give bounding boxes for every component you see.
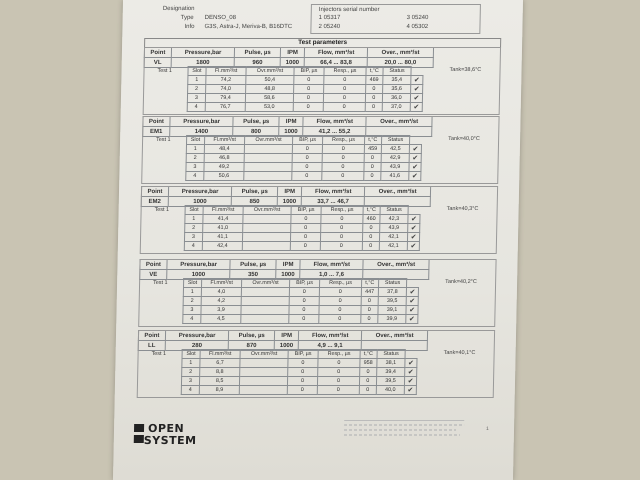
sub-header: Slot: [184, 279, 202, 288]
cell: 0: [321, 215, 362, 224]
designation-label: Designation: [162, 6, 195, 12]
param-flow: 4,9 ... 9,1: [298, 341, 361, 351]
cell: 4: [184, 242, 202, 251]
col-header-over: Over., mm³/st: [366, 117, 432, 127]
cell: 0: [324, 76, 365, 85]
cell: 0: [360, 315, 378, 324]
cell: 42,1: [379, 233, 407, 242]
sub-header: t,°C: [366, 67, 384, 76]
type-label: Type: [180, 15, 194, 21]
param-pressure: 1000: [167, 270, 231, 280]
cell: 2: [186, 154, 204, 163]
cell: 39,9: [378, 315, 406, 324]
sub-header: Fl.mm³/st: [203, 206, 244, 215]
col-header-flow: Flow, mm³/st: [302, 187, 365, 197]
col-header-pulse: Pulse, µs: [232, 187, 278, 197]
cell: 42,5: [381, 145, 409, 154]
cell: 36,0: [382, 94, 410, 103]
cell: 0: [318, 359, 359, 368]
cell: 0: [319, 297, 360, 306]
col-header-ipm: IPM: [274, 331, 298, 341]
status-check-icon: ✔: [410, 234, 417, 241]
sub-header: Fl.mm³/st: [201, 279, 242, 288]
cell: 43,9: [380, 224, 408, 233]
cell: 0: [359, 377, 377, 386]
param-pressure: 1800: [171, 58, 235, 68]
cell: 74,0: [205, 85, 246, 94]
sub-header: BIP, µs: [288, 350, 319, 359]
cell: 0: [287, 359, 318, 368]
tank-temperature: Tank=40,3°C: [446, 206, 479, 212]
cell: 0: [292, 145, 323, 154]
cell: 50,6: [204, 172, 245, 181]
cell: 0: [361, 306, 379, 315]
cell: 42,9: [381, 154, 409, 163]
cell: 0: [290, 224, 321, 233]
cell: 0: [323, 145, 364, 154]
page-number: 1: [485, 426, 489, 432]
cell: 49,2: [204, 163, 245, 172]
col-header-flow: Flow, mm³/st: [303, 117, 366, 127]
cell: 0: [322, 172, 363, 181]
serial-title: Injectors serial number: [318, 7, 380, 13]
test-label: Test 1: [153, 280, 168, 286]
param-point: VE: [140, 270, 167, 280]
cell: 0: [363, 163, 381, 172]
sub-header: BIP, µs: [289, 279, 320, 288]
sub-header: Status: [383, 67, 411, 76]
param-pressure: 1000: [168, 197, 232, 207]
col-header-flow: Flow, mm³/st: [305, 48, 368, 58]
cell: 0: [291, 163, 322, 172]
col-header-ipm: IPM: [279, 117, 303, 127]
cell: 8,8: [199, 368, 240, 377]
cell: 39,5: [378, 297, 406, 306]
cell: 0: [362, 224, 380, 233]
col-header-pulse: Pulse, µs: [233, 117, 279, 127]
cell: 48,4: [204, 145, 245, 154]
cell: 0: [287, 377, 318, 386]
cell: 0: [365, 103, 383, 112]
section-frame: [137, 330, 495, 398]
cell: 35,4: [383, 76, 411, 85]
cell: 35,6: [382, 85, 410, 94]
sub-header: Ovr.mm³/st: [240, 350, 287, 359]
cell: 0: [292, 154, 323, 163]
status-check-icon: ✔: [412, 164, 419, 171]
cell: 41,4: [203, 215, 244, 224]
col-header-ipm: IPM: [276, 260, 300, 270]
sub-header: Slot: [182, 350, 200, 359]
cell: 0: [362, 242, 380, 251]
cell: 0: [289, 306, 320, 315]
cell: 8,5: [199, 377, 240, 386]
open-system-logo: [132, 420, 223, 450]
section-frame: [143, 47, 501, 115]
cell: 0: [291, 172, 322, 181]
cell: 2: [183, 297, 201, 306]
sub-header: Resp., µs: [324, 67, 365, 76]
cell: 37,8: [378, 288, 406, 297]
col-header-over: Over., mm³/st: [363, 260, 429, 270]
col-header-point: Point: [138, 331, 165, 341]
sub-header: t,°C: [364, 136, 382, 145]
cell: 0: [365, 85, 383, 94]
test-params-title: Test parameters: [144, 38, 501, 48]
param-pressure: 1400: [170, 127, 234, 137]
cell: 0: [293, 76, 324, 85]
cell: 0: [293, 94, 324, 103]
sub-header: Slot: [185, 206, 203, 215]
sub-header: Ovr.mm³/st: [243, 206, 290, 215]
col-header-over: Over., mm³/st: [365, 187, 431, 197]
cell: 0: [365, 94, 383, 103]
tank-temperature: Tank=40,0°C: [448, 136, 480, 142]
info-label: Info: [184, 24, 195, 30]
cell: 43,9: [381, 163, 409, 172]
cell: 0: [363, 172, 381, 181]
status-check-icon: ✔: [407, 378, 414, 385]
sub-header: Status: [378, 279, 406, 288]
cell: 0: [318, 386, 359, 395]
param-ipm: 1000: [276, 270, 300, 280]
sub-header: Fl.mm³/st: [206, 67, 247, 76]
cell: 53,0: [246, 103, 293, 112]
sub-header: Status: [381, 136, 409, 145]
param-flow: 41,2 ... 55,2: [303, 127, 366, 137]
param-flow: 33,7 ... 46,7: [301, 197, 364, 207]
cell: 4,2: [201, 297, 242, 306]
status-check-icon: ✔: [410, 225, 417, 232]
param-pulse: 800: [233, 127, 279, 137]
col-header-point: Point: [141, 187, 168, 197]
cell: 0: [362, 233, 380, 242]
cell: 0: [289, 288, 320, 297]
footer-fineprint-2: [344, 429, 456, 431]
serial-v-2: 05240: [323, 24, 341, 30]
cell: 0: [290, 233, 321, 242]
info-value: G3S, Astra-J, Meriva-B, B16DTC: [204, 24, 293, 30]
cell: 958: [359, 359, 377, 368]
sub-header: Slot: [188, 67, 206, 76]
cell: 4: [187, 103, 205, 112]
cell: 0: [289, 297, 320, 306]
col-header-pressure: Pressure,bar: [165, 331, 229, 341]
sub-header: t,°C: [360, 350, 378, 359]
status-check-icon: ✔: [412, 146, 419, 153]
serial-n-1: 1: [318, 15, 323, 21]
cell: 3: [187, 94, 205, 103]
sub-header: Resp., µs: [323, 136, 364, 145]
cell: 4,0: [201, 288, 242, 297]
param-point: VL: [144, 58, 171, 68]
cell: 0: [320, 288, 361, 297]
cell: 2: [188, 85, 206, 94]
serial-v-1: 05317: [323, 15, 341, 21]
sub-header: Fl.mm³/st: [200, 350, 241, 359]
col-header-pressure: Pressure,bar: [170, 117, 234, 127]
cell: 2: [182, 368, 200, 377]
status-check-icon: ✔: [410, 216, 417, 223]
cell: 42,4: [202, 242, 243, 251]
col-header-point: Point: [143, 117, 170, 127]
cell: 76,7: [205, 103, 246, 112]
section-frame: [141, 116, 499, 184]
status-check-icon: ✔: [407, 360, 414, 367]
serial-v-4: 05302: [411, 24, 429, 30]
param-point: LL: [138, 341, 165, 351]
section-frame: [140, 186, 498, 254]
cell: 38,1: [377, 359, 405, 368]
col-header-point: Point: [140, 260, 167, 270]
param-point: EM1: [143, 127, 170, 137]
sub-header: t,°C: [361, 279, 379, 288]
status-check-icon: ✔: [413, 104, 420, 111]
cell: 3: [183, 306, 201, 315]
cell: 40,0: [376, 386, 404, 395]
col-header-over: Over., mm³/st: [362, 331, 428, 341]
cell: 0: [318, 368, 359, 377]
col-header-pulse: Pulse, µs: [230, 260, 276, 270]
status-check-icon: ✔: [408, 316, 415, 323]
cell: 41,1: [202, 233, 243, 242]
col-header-pressure: Pressure,bar: [171, 48, 235, 58]
cell: 0: [359, 368, 377, 377]
sub-header: Fl.mm³/st: [204, 136, 245, 145]
cell: 3,9: [201, 306, 242, 315]
cell: 0: [359, 386, 377, 395]
sub-header: Status: [380, 206, 408, 215]
cell: 1: [183, 288, 201, 297]
cell: 39,5: [376, 377, 404, 386]
col-header-ipm: IPM: [280, 48, 304, 58]
tank-temperature: Tank=38,6°C: [449, 67, 482, 73]
cell: 1: [185, 215, 203, 224]
param-pulse: 870: [229, 341, 275, 351]
test-label: Test 1: [156, 137, 171, 143]
report-sheet: [113, 0, 523, 480]
sub-header: Ovr.mm³/st: [242, 279, 289, 288]
cell: 1: [182, 359, 200, 368]
cell: 42,3: [380, 215, 408, 224]
cell: 4,5: [201, 315, 242, 324]
cell: 0: [293, 85, 324, 94]
cell: 0: [321, 233, 362, 242]
sub-header: Ovr.mm³/st: [246, 67, 293, 76]
logo-line2: SYSTEM: [143, 434, 197, 447]
cell: 0: [319, 306, 360, 315]
col-header-pressure: Pressure,bar: [167, 260, 231, 270]
cell: 460: [362, 215, 380, 224]
cell: 0: [324, 94, 365, 103]
cell: 0: [290, 215, 321, 224]
serial-n-3: 3: [406, 15, 411, 21]
sub-header: Resp., µs: [320, 279, 361, 288]
status-check-icon: ✔: [407, 369, 414, 376]
cell: 1: [186, 145, 204, 154]
status-check-icon: ✔: [413, 77, 420, 84]
cell: 39,4: [377, 368, 405, 377]
cell: 6,7: [200, 359, 241, 368]
cell: 3: [181, 377, 199, 386]
cell: 0: [290, 242, 321, 251]
sub-header: BIP, µs: [292, 136, 323, 145]
cell: 4: [186, 172, 204, 181]
serial-v-3: 05240: [411, 15, 429, 21]
status-check-icon: ✔: [411, 173, 418, 180]
sub-header: Resp., µs: [318, 350, 359, 359]
param-point: EM2: [141, 197, 168, 207]
status-check-icon: ✔: [412, 155, 419, 162]
sub-header: Status: [377, 350, 405, 359]
sub-header: Resp., µs: [321, 206, 362, 215]
cell: 0: [287, 368, 318, 377]
test-label: Test 1: [154, 207, 170, 213]
cell: 46,8: [204, 154, 245, 163]
status-check-icon: ✔: [409, 289, 416, 296]
col-header-over: Over., mm³/st: [368, 48, 434, 58]
sub-header: BIP, µs: [294, 67, 325, 76]
cell: 0: [293, 103, 324, 112]
cell: 0: [287, 386, 318, 395]
param-pulse: 350: [230, 270, 276, 280]
cell: 447: [361, 288, 379, 297]
cell: 0: [318, 377, 359, 386]
col-header-pressure: Pressure,bar: [168, 187, 232, 197]
status-check-icon: ✔: [410, 243, 417, 250]
cell: 3: [186, 163, 204, 172]
test-label: Test 1: [157, 68, 172, 74]
footer-fineprint-3: [344, 434, 460, 436]
cell: 4: [181, 386, 199, 395]
footer-rule: [344, 420, 464, 421]
param-ipm: 1000: [279, 127, 303, 137]
col-header-pulse: Pulse, µs: [235, 48, 281, 58]
param-pulse: 960: [235, 58, 281, 68]
status-check-icon: ✔: [407, 387, 414, 394]
cell: 0: [364, 154, 382, 163]
cell: 41,0: [202, 224, 243, 233]
status-check-icon: ✔: [409, 298, 416, 305]
cell: 8,9: [199, 386, 240, 395]
cell: 79,4: [205, 94, 246, 103]
cell: 0: [321, 242, 362, 251]
cell: 0: [324, 85, 365, 94]
param-pulse: 850: [232, 197, 278, 207]
status-check-icon: ✔: [413, 95, 420, 102]
param-flow: 66,4 ... 83,8: [304, 58, 367, 68]
cell: 0: [361, 297, 379, 306]
col-header-flow: Flow, mm³/st: [300, 260, 363, 270]
cell: 4: [183, 315, 201, 324]
cell: 2: [185, 224, 203, 233]
cell: 469: [365, 76, 383, 85]
status-check-icon: ✔: [413, 86, 420, 93]
cell: 74,2: [206, 76, 247, 85]
section-frame: [138, 259, 496, 327]
param-ipm: 1000: [280, 58, 304, 68]
param-ipm: 1000: [274, 341, 298, 351]
cell: 459: [364, 145, 382, 154]
cell: 0: [319, 315, 360, 324]
tank-temperature: Tank=40,2°C: [445, 279, 477, 285]
logo-line1: OPEN: [147, 422, 185, 435]
cell: 0: [288, 315, 319, 324]
serial-n-4: 4: [406, 24, 410, 30]
sub-header: t,°C: [363, 206, 381, 215]
cell: 37,0: [382, 103, 410, 112]
tank-temperature: Tank=40,1°C: [443, 350, 476, 356]
param-over: 20,0 ... 80,0: [367, 58, 433, 68]
cell: 41,6: [381, 172, 409, 181]
col-header-flow: Flow, mm³/st: [299, 331, 362, 341]
sub-header: Ovr.mm³/st: [245, 136, 292, 145]
sub-header: Slot: [187, 136, 205, 145]
cell: 0: [322, 154, 363, 163]
cell: 0: [323, 103, 364, 112]
test-label: Test 1: [151, 351, 167, 357]
cell: 0: [322, 163, 363, 172]
cell: 1: [188, 76, 206, 85]
param-pressure: 280: [165, 341, 229, 351]
type-value: DENSO_08: [204, 15, 237, 21]
cell: 42,1: [379, 242, 407, 251]
col-header-point: Point: [144, 48, 171, 58]
serial-n-2: 2: [318, 24, 322, 30]
param-flow: 1,0 ... 7,6: [300, 270, 363, 280]
cell: 48,8: [246, 85, 293, 94]
cell: 0: [321, 224, 362, 233]
col-header-ipm: IPM: [277, 187, 301, 197]
cell: 39,1: [378, 306, 406, 315]
status-check-icon: ✔: [409, 307, 416, 314]
cell: 58,6: [246, 94, 293, 103]
param-ipm: 1000: [277, 197, 301, 207]
sub-header: BIP, µs: [291, 206, 322, 215]
footer-fineprint-1: [344, 424, 464, 426]
cell: 50,4: [246, 76, 293, 85]
cell: 3: [184, 233, 202, 242]
col-header-pulse: Pulse, µs: [229, 331, 275, 341]
